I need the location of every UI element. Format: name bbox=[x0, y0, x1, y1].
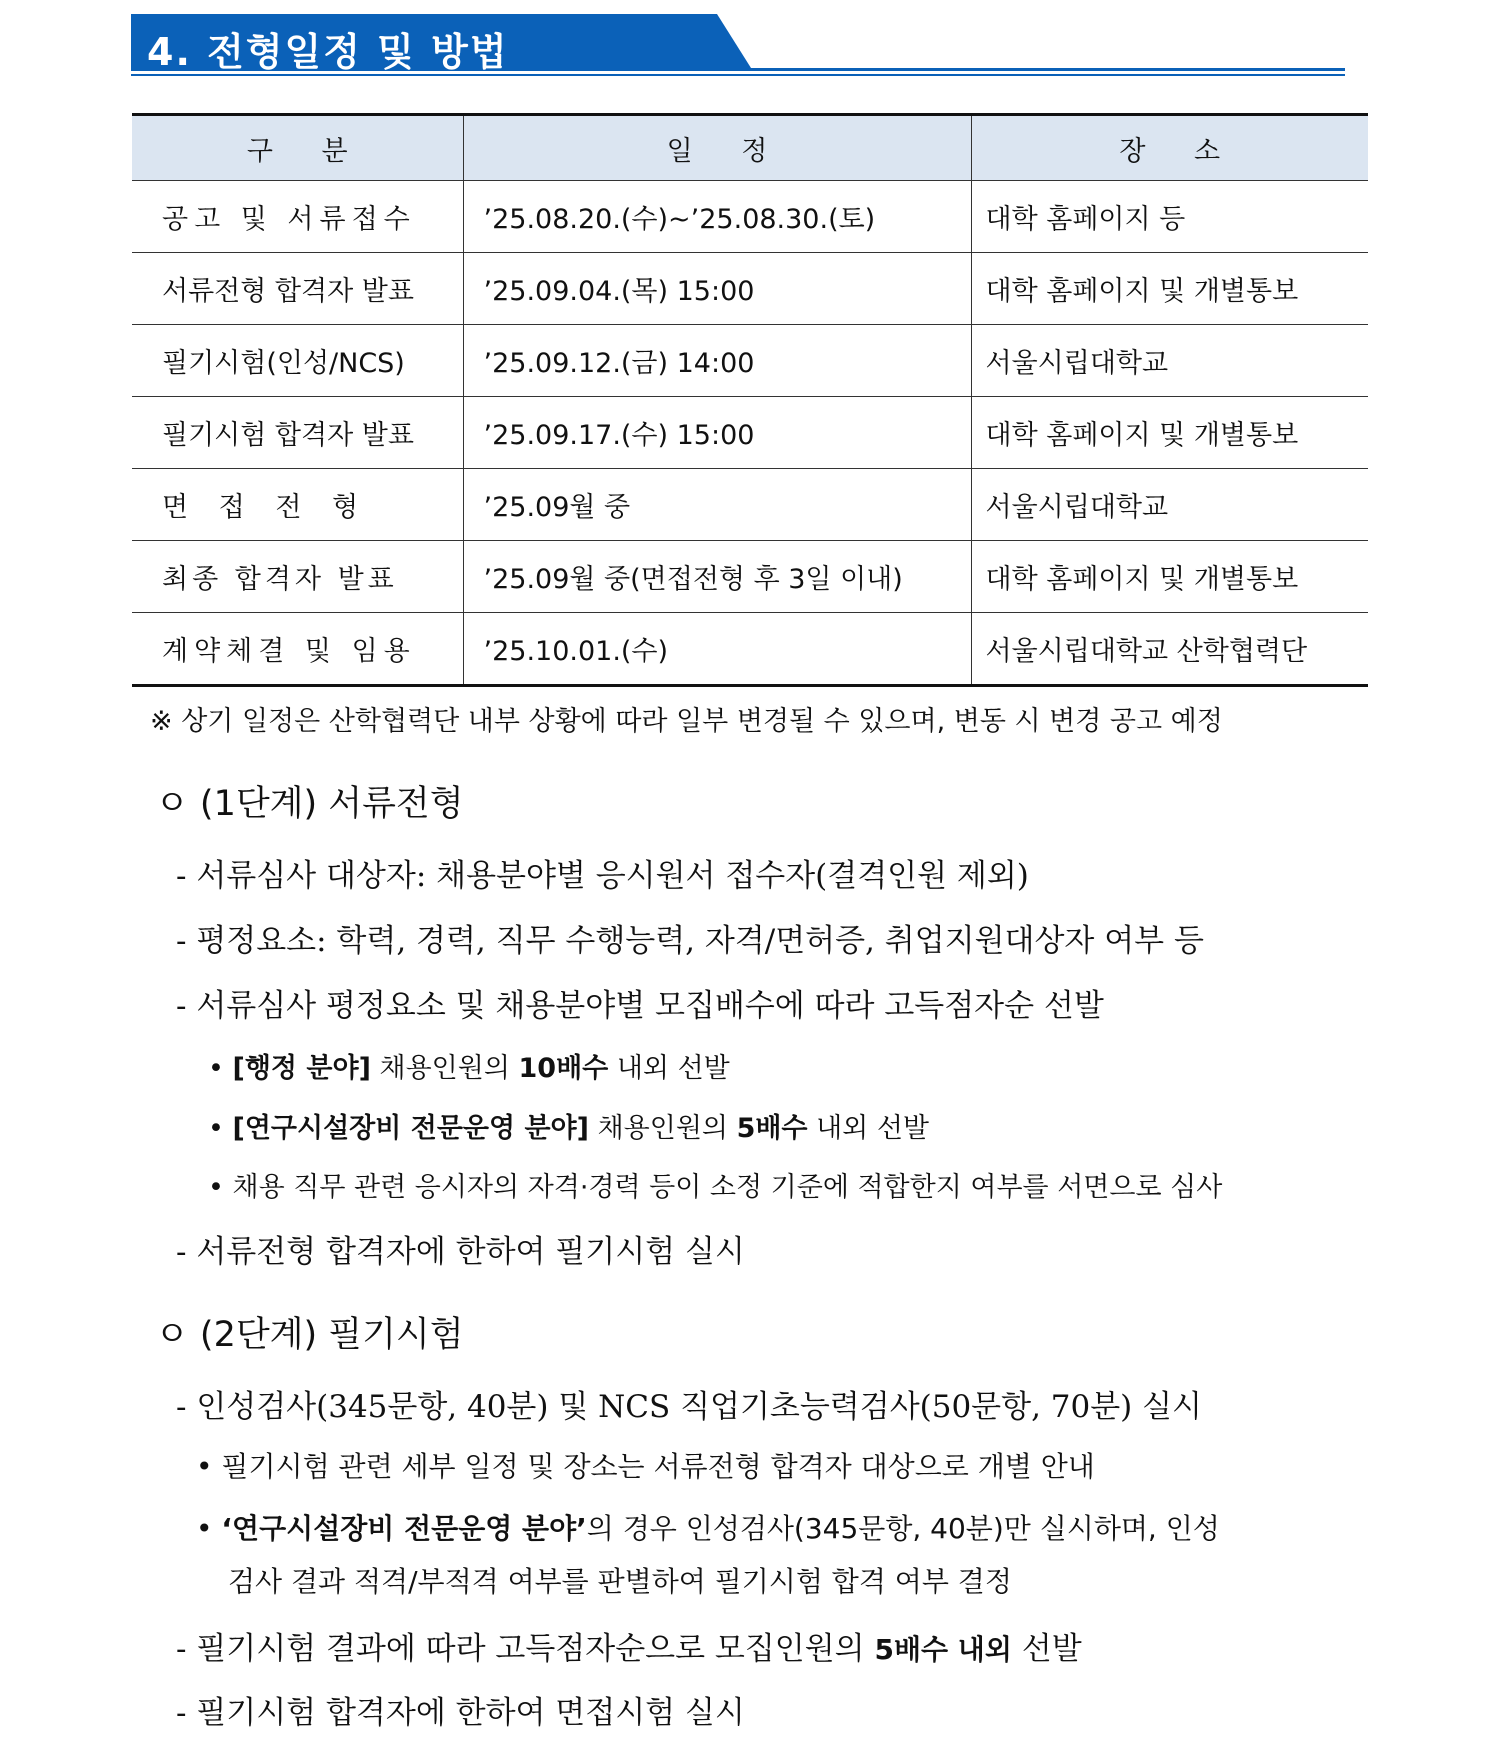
bullet-1-field: [행정 분야] bbox=[232, 1053, 371, 1084]
header-schedule: 일 정 bbox=[463, 115, 971, 181]
row-schedule: ’25.08.20.(수)~’25.08.30.(토) bbox=[463, 181, 971, 253]
table-row bbox=[132, 613, 1368, 686]
stage1-bullet-2 bbox=[208, 1106, 929, 1145]
stage1-item-3: - 서류심사 평정요소 및 채용분야별 모집배수에 따라 고득점자순 선발 bbox=[176, 980, 1104, 1025]
table-row bbox=[132, 397, 1368, 469]
bullet-2-body: 의 경우 인성검사(345문항, 40분)만 실시하며, 인성 bbox=[586, 1512, 1220, 1545]
row-place: 대학 홈페이지 및 개별통보 bbox=[971, 541, 1368, 613]
bullet-1-multiple: 10배수 bbox=[518, 1053, 609, 1084]
table-row bbox=[132, 469, 1368, 541]
section-heading bbox=[131, 14, 1345, 84]
row-place: 서울시립대학교 bbox=[971, 325, 1368, 397]
item-2-post: 선발 bbox=[1011, 1631, 1082, 1667]
row-schedule: ’25.09월 중(면접전형 후 3일 이내) bbox=[463, 541, 971, 613]
row-schedule: ’25.09월 중 bbox=[463, 469, 971, 541]
section-title: 4. 전형일정 및 방법 bbox=[147, 30, 509, 74]
stage2-title: ㅇ (2단계) 필기시험 bbox=[155, 1315, 464, 1355]
row-category: 필기시험 합격자 발표 bbox=[132, 397, 463, 469]
stage1-bullet-1 bbox=[208, 1046, 730, 1085]
stage1-title: ㅇ (1단계) 서류전형 bbox=[155, 784, 464, 824]
stage2-bullet-1: • 필기시험 관련 세부 일정 및 장소는 서류전형 합격자 대상으로 개별 안내 bbox=[196, 1445, 1095, 1485]
item-2-bold: 5배수 내외 bbox=[874, 1633, 1012, 1666]
header-category: 구 분 bbox=[132, 115, 463, 181]
row-category: 면 접 전 형 bbox=[132, 469, 463, 541]
table-row bbox=[132, 181, 1368, 253]
stage1-item-4: - 서류전형 합격자에 한하여 필기시험 실시 bbox=[176, 1226, 745, 1271]
row-category: 필기시험(인성/NCS) bbox=[132, 325, 463, 397]
row-category: 최종 합격자 발표 bbox=[132, 541, 463, 613]
bullet-1-text2: 내외 선발 bbox=[608, 1053, 730, 1084]
schedule-note: ※ 상기 일정은 산학협력단 내부 상황에 따라 일부 변경될 수 있으며, 변동 시 변경 공고 예정 bbox=[150, 706, 1223, 737]
table-header-row bbox=[132, 115, 1368, 181]
item-2-pre: 필기시험 결과에 따라 고득점자순으로 모집인원의 bbox=[196, 1631, 875, 1667]
stage2-bullet-2-continuation: 검사 결과 적격/부적격 여부를 판별하여 필기시험 합격 여부 결정 bbox=[228, 1565, 1012, 1598]
bullet-2-field: [연구시설장비 전문운영 분야] bbox=[232, 1113, 589, 1144]
schedule-table bbox=[132, 113, 1368, 687]
row-schedule: ’25.09.12.(금) 14:00 bbox=[463, 325, 971, 397]
stage1-item-2: - 평정요소: 학력, 경력, 직무 수행능력, 자격/면허증, 취업지원대상자 여부 등 bbox=[176, 915, 1204, 960]
bullet-1-text: 채용인원의 bbox=[370, 1053, 519, 1084]
stage1-bullet-3 bbox=[208, 1165, 1222, 1204]
row-place: 서울시립대학교 산학협력단 bbox=[971, 613, 1368, 686]
bullet-2-text: 채용인원의 bbox=[588, 1113, 737, 1144]
bullet-2-bold: ‘연구시설장비 전문운영 분야’ bbox=[221, 1512, 587, 1545]
row-place: 대학 홈페이지 및 개별통보 bbox=[971, 397, 1368, 469]
row-schedule: ’25.10.01.(수) bbox=[463, 613, 971, 686]
bullet-2-multiple: 5배수 bbox=[736, 1113, 808, 1144]
row-category: 서류전형 합격자 발표 bbox=[132, 253, 463, 325]
row-category: 공고 및 서류접수 bbox=[132, 181, 463, 253]
row-place: 서울시립대학교 bbox=[971, 469, 1368, 541]
row-schedule: ’25.09.17.(수) 15:00 bbox=[463, 397, 971, 469]
bullet-2-text2: 내외 선발 bbox=[807, 1113, 930, 1144]
row-schedule: ’25.09.04.(목) 15:00 bbox=[463, 253, 971, 325]
row-place: 대학 홈페이지 등 bbox=[971, 181, 1368, 253]
table-row bbox=[132, 253, 1368, 325]
stage2-item-1: - 인성검사(345문항, 40분) 및 NCS 직업기초능력검사(50문항, 70분) 실시 bbox=[176, 1381, 1202, 1426]
bullet-3-text: 채용 직무 관련 응시자의 자격·경력 등이 소정 기준에 적합한지 여부를 서면으로 심사 bbox=[232, 1172, 1223, 1203]
stage2-item-2 bbox=[176, 1623, 1082, 1668]
stage2-bullet-2 bbox=[196, 1507, 1220, 1547]
stage2-item-3: - 필기시험 합격자에 한하여 면접시험 실시 bbox=[176, 1687, 745, 1732]
stage1-item-1: - 서류심사 대상자: 채용분야별 응시원서 접수자(결격인원 제외) bbox=[176, 850, 1029, 895]
row-place: 대학 홈페이지 및 개별통보 bbox=[971, 253, 1368, 325]
table-row bbox=[132, 541, 1368, 613]
header-place: 장 소 bbox=[971, 115, 1368, 181]
row-category: 계약체결 및 임용 bbox=[132, 613, 463, 686]
table-row bbox=[132, 325, 1368, 397]
